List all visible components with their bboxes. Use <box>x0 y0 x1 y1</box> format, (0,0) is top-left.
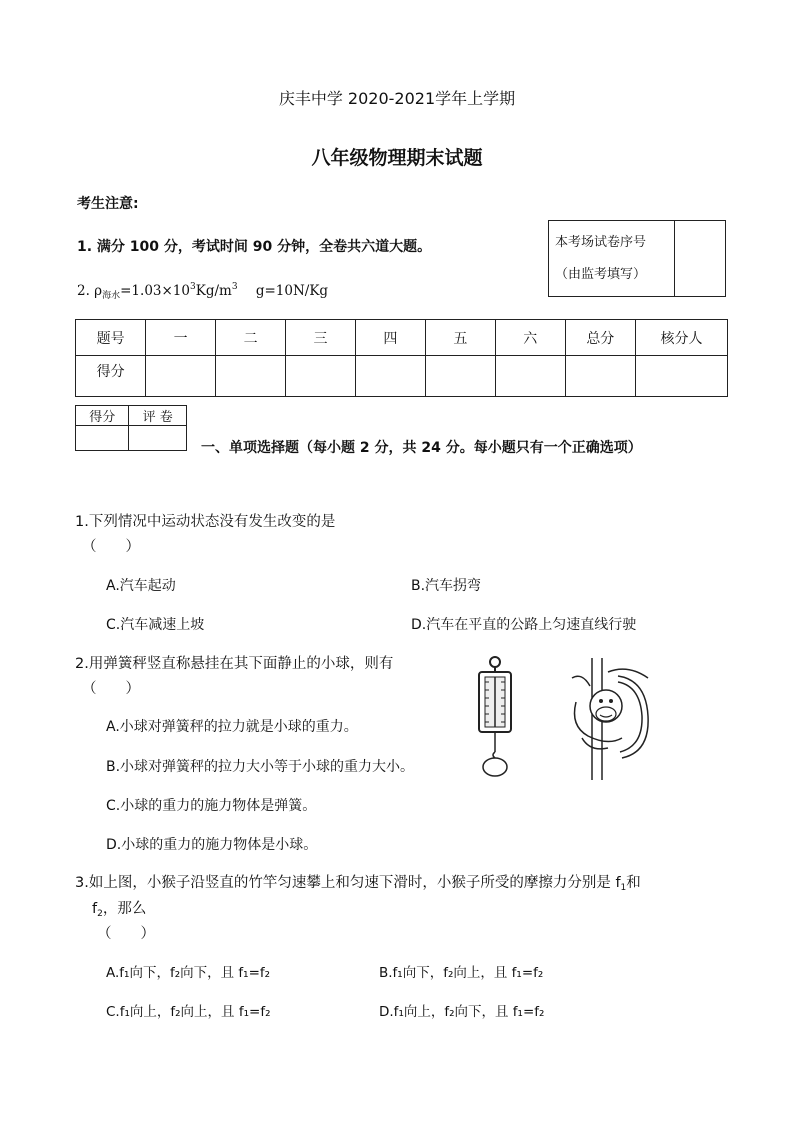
header-cell: 一 <box>146 320 216 356</box>
score-row-label: 得分 <box>76 356 146 397</box>
question-2-answer-paren[interactable]: （ ） <box>82 681 140 697</box>
score-cell[interactable] <box>565 356 635 397</box>
score-cell[interactable] <box>216 356 286 397</box>
header-cell: 题号 <box>76 320 146 356</box>
question-3-option-c[interactable]: C.f₁向上，f₂向上，且 f₁=f₂ <box>106 1004 271 1020</box>
grader-reviewer-cell[interactable] <box>129 426 187 451</box>
seat-number-line1: 本考场试卷序号 <box>555 234 647 250</box>
score-cell[interactable] <box>635 356 727 397</box>
header-cell: 核分人 <box>635 320 727 356</box>
question-2-option-a[interactable]: A.小球对弹簧秤的拉力就是小球的重力。 <box>106 719 358 735</box>
question-3-option-d[interactable]: D.f₁向上，f₂向下，且 f₁=f₂ <box>379 1004 545 1020</box>
question-1-option-a[interactable]: A.汽车起动 <box>106 578 176 594</box>
notice-item-2 <box>77 282 328 301</box>
spring-scale-figure <box>470 655 520 780</box>
score-cell[interactable] <box>495 356 565 397</box>
exam-title: 八年级物理期末试题 <box>311 147 483 169</box>
score-cell[interactable] <box>146 356 216 397</box>
question-3-line2 <box>92 897 146 919</box>
header-cell: 六 <box>495 320 565 356</box>
header-cell: 总分 <box>565 320 635 356</box>
seat-number-field[interactable] <box>675 221 726 297</box>
score-cell[interactable] <box>286 356 356 397</box>
question-2-text: 2.用弹簧秤竖直称悬挂在其下面静止的小球，则有 <box>75 656 394 672</box>
question-3-option-b[interactable]: B.f₁向下，f₂向上，且 f₁=f₂ <box>379 965 544 981</box>
header-cell: 四 <box>355 320 425 356</box>
question-3-tail: ，那么 <box>102 901 147 917</box>
seat-number-line2: （由监考填写） <box>555 266 647 282</box>
question-2-option-b[interactable]: B.小球对弹簧秤的拉力大小等于小球的重力大小。 <box>106 759 415 775</box>
density-exp: 3 <box>190 282 196 292</box>
header-cell: 三 <box>286 320 356 356</box>
question-3-and: 和 <box>626 875 641 891</box>
question-3-stem: 3.如上图，小猴子沿竖直的竹竿匀速攀上和匀速下滑时，小猴子所受的摩擦力分别是 f <box>75 875 621 891</box>
question-2-option-c[interactable]: C.小球的重力的施力物体是弹簧。 <box>106 798 317 814</box>
question-3-text <box>75 871 641 893</box>
question-1-option-c[interactable]: C.汽车减速上坡 <box>106 617 205 633</box>
seat-number-box <box>548 220 726 297</box>
grader-box <box>75 405 187 451</box>
density-value: =1.03×10 <box>120 283 190 299</box>
gravity-value: g=10N/Kg <box>255 283 329 299</box>
question-3-option-a[interactable]: A.f₁向下，f₂向下，且 f₁=f₂ <box>106 965 271 981</box>
school-title: 庆丰中学 2020-2021学年上学期 <box>278 89 516 108</box>
notice-heading: 考生注意: <box>77 196 139 212</box>
notice-item-1: 1. 满分 100 分，考试时间 90 分钟，全卷共六道大题。 <box>77 239 432 255</box>
density-unit: Kg/m <box>195 283 232 299</box>
question-3-f2: f <box>92 901 98 917</box>
grader-score-cell[interactable] <box>76 426 129 451</box>
header-cell: 二 <box>216 320 286 356</box>
seat-number-label <box>549 221 675 297</box>
density-label: 2. ρ <box>77 283 103 299</box>
density-sub: 海水 <box>102 291 121 301</box>
question-2-option-d[interactable]: D.小球的重力的施力物体是小球。 <box>106 837 318 853</box>
question-1-text: 1.下列情况中运动状态没有发生改变的是 <box>75 514 336 530</box>
score-table <box>75 319 728 397</box>
question-3-sub2: 2 <box>97 909 103 919</box>
density-unit-exp: 3 <box>231 282 238 292</box>
question-3-answer-paren[interactable]: （ ） <box>97 926 155 942</box>
question-1-option-d[interactable]: D.汽车在平直的公路上匀速直线行驶 <box>411 617 637 633</box>
question-3-sub1: 1 <box>620 883 627 893</box>
score-cell[interactable] <box>425 356 495 397</box>
question-1-answer-paren[interactable]: （ ） <box>82 539 140 555</box>
header-cell: 五 <box>425 320 495 356</box>
grader-score-label: 得分 <box>76 406 129 426</box>
monkey-on-pole-figure <box>568 658 658 780</box>
grader-reviewer-label: 评 卷 <box>129 406 187 426</box>
question-1-option-b[interactable]: B.汽车拐弯 <box>411 578 482 594</box>
score-cell[interactable] <box>355 356 425 397</box>
section-heading: 一、单项选择题（每小题 2 分，共 24 分。每小题只有一个正确选项） <box>201 440 642 456</box>
